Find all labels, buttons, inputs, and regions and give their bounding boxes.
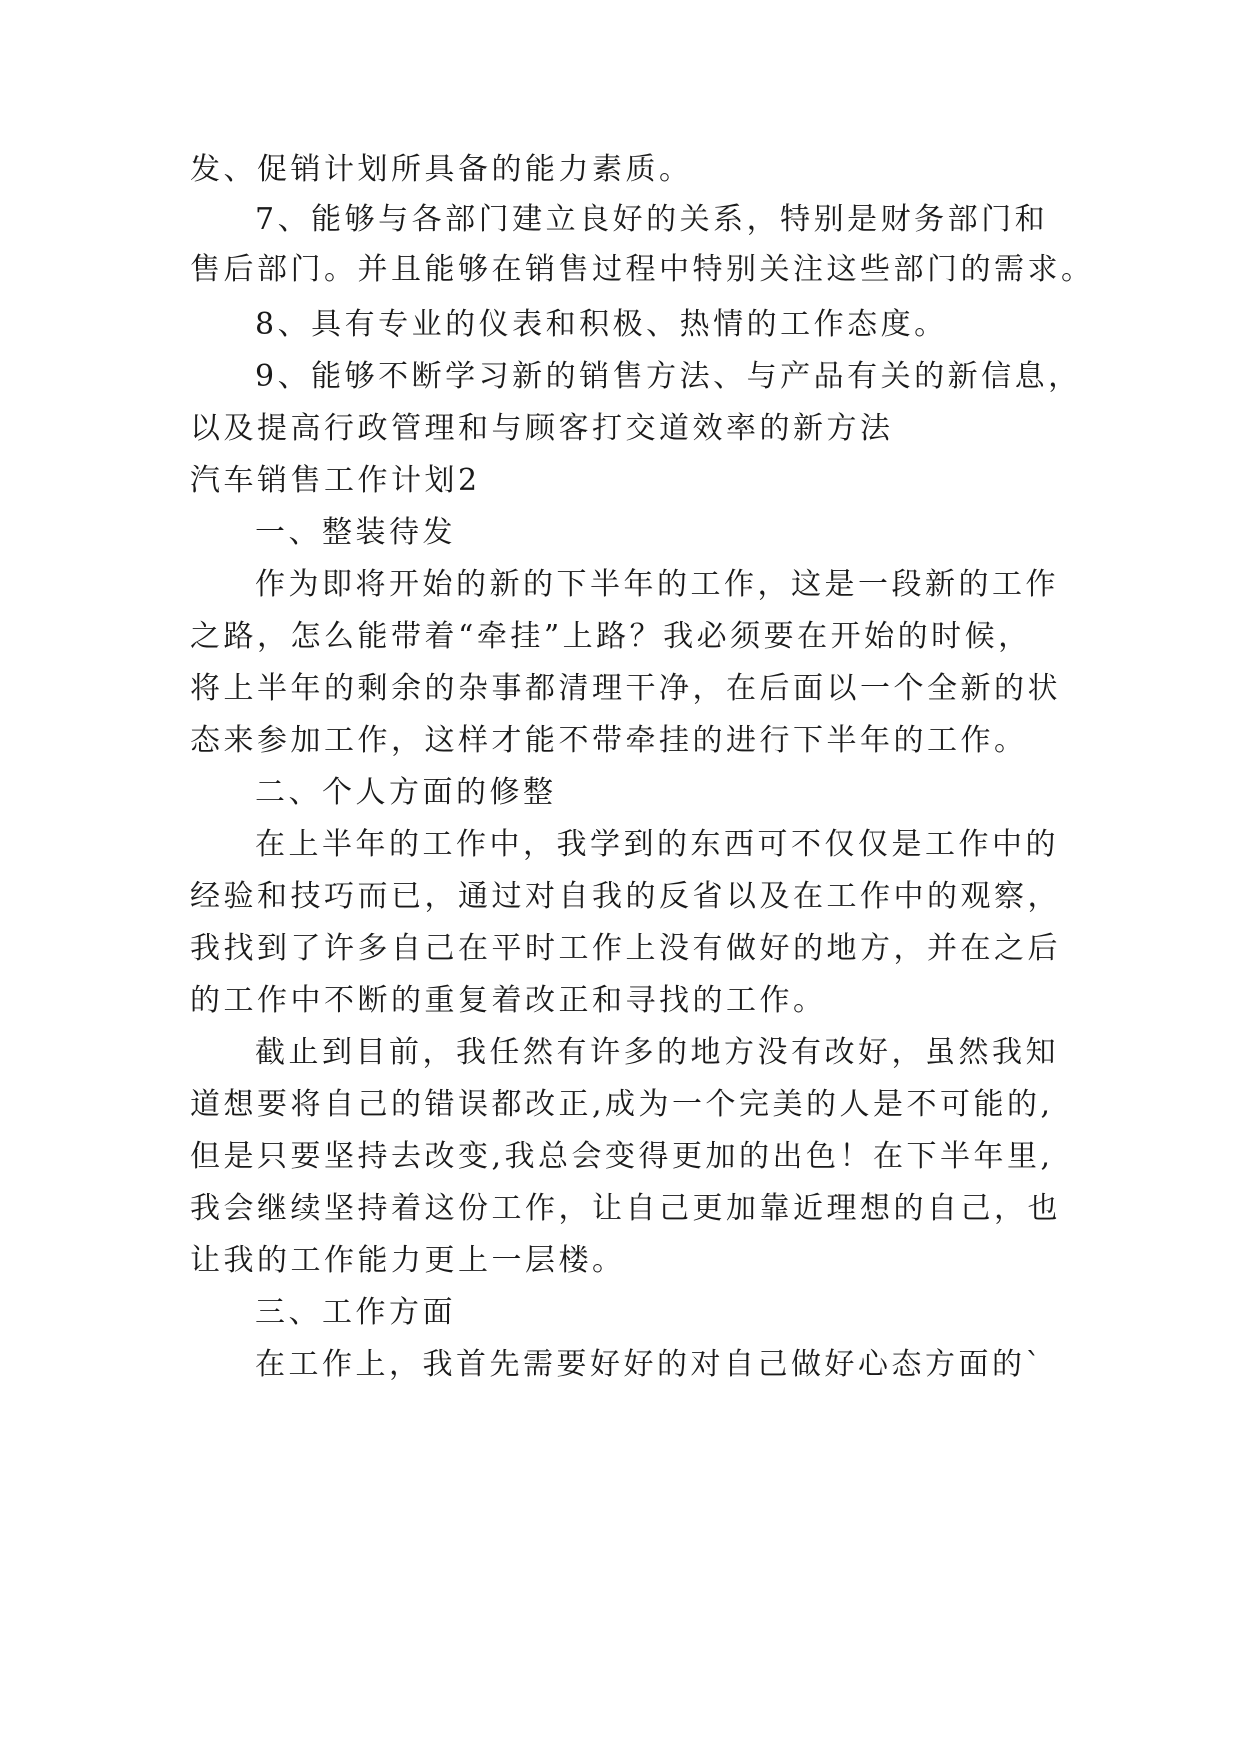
paragraph-line: 的工作中不断的重复着改正和寻找的工作。 — [190, 983, 827, 1018]
paragraph-line: 作为即将开始的新的下半年的工作，这是一段新的工作 — [255, 567, 1059, 602]
paragraph-line: 之路，怎么能带着“牵挂”上路？我必须要在开始的时候， — [190, 619, 1032, 654]
paragraph-line: 我找到了许多自己在平时工作上没有做好的地方，并在之后 — [190, 931, 1061, 966]
paragraph-line: 截止到目前，我任然有许多的地方没有改好，虽然我知 — [255, 1035, 1059, 1070]
list-item-8: 8、具有专业的仪表和积极、热情的工作态度。 — [255, 307, 948, 342]
paragraph-line: 我会继续坚持着这份工作，让自己更加靠近理想的自己，也 — [190, 1191, 1061, 1226]
heading-3: 三、工作方面 — [255, 1295, 456, 1330]
paragraph-line: 道想要将自己的错误都改正,成为一个完美的人是不可能的, — [190, 1087, 1054, 1122]
text-line: 以及提高行政管理和与顾客打交道效率的新方法 — [190, 411, 894, 446]
paragraph-line: 将上半年的剩余的杂事都清理干净，在后面以一个全新的状 — [190, 671, 1061, 706]
paragraph-line: 在上半年的工作中，我学到的东西可不仅仅是工作中的 — [255, 827, 1059, 862]
paragraph-line: 经验和技巧而已，通过对自我的反省以及在工作中的观察， — [190, 879, 1061, 914]
paragraph-line: 让我的工作能力更上一层楼。 — [190, 1243, 626, 1278]
paragraph-line: 在工作上，我首先需要好好的对自己做好心态方面的` — [255, 1347, 1044, 1382]
text-line: 发、促销计划所具备的能力素质。 — [190, 152, 693, 187]
paragraph-line: 但是只要坚持去改变,我总会变得更加的出色！在下半年里, — [190, 1139, 1054, 1174]
paragraph-line: 态来参加工作，这样才能不带牵挂的进行下半年的工作。 — [190, 723, 1028, 758]
list-item-7: 7、能够与各部门建立良好的关系，特别是财务部门和 — [255, 202, 1049, 237]
heading-2: 二、个人方面的修整 — [255, 775, 557, 810]
list-item-9: 9、能够不断学习新的销售方法、与产品有关的新信息， — [255, 359, 1082, 394]
heading-1: 一、整装待发 — [255, 515, 456, 550]
text-line: 售后部门。并且能够在销售过程中特别关注这些部门的需求。 — [190, 252, 1095, 287]
section-title: 汽车销售工作计划2 — [190, 463, 481, 498]
